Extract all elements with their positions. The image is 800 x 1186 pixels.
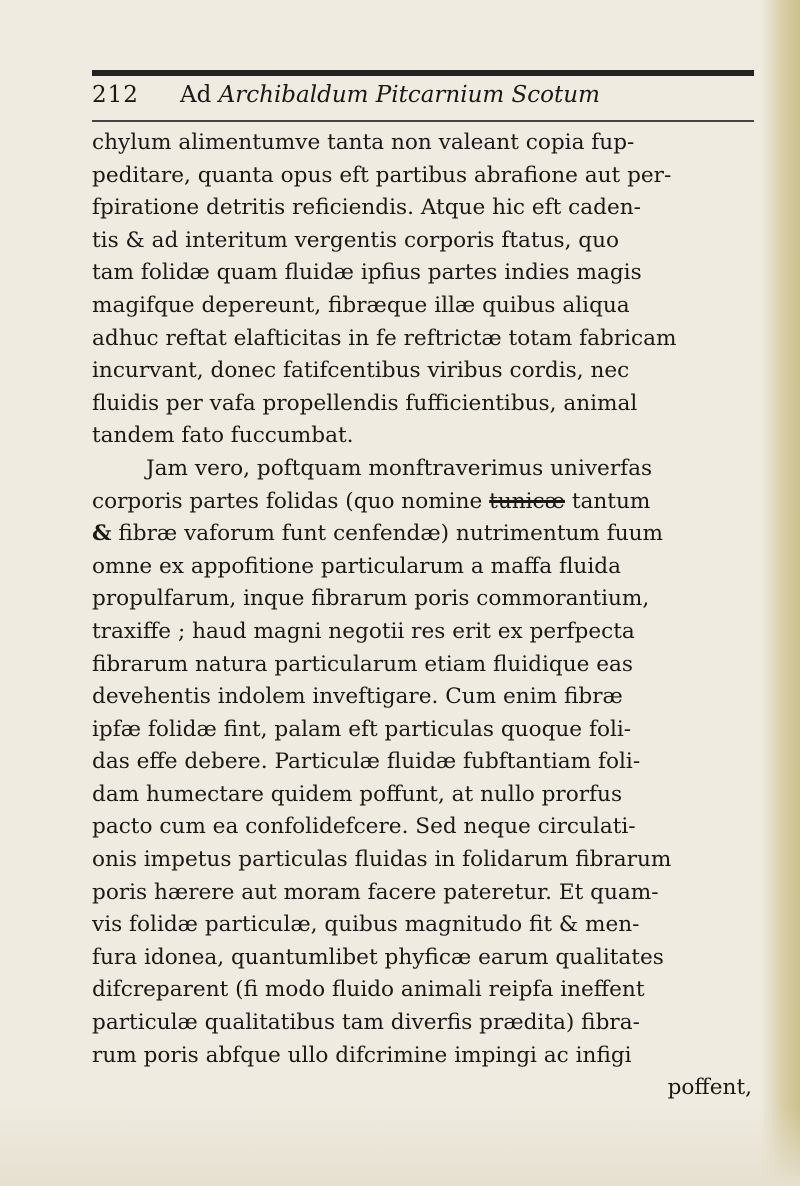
text-line: fibrarum natura particularum etiam fluidique eas: [92, 651, 634, 677]
text-line: fpiratione detritis reficiendis. Atque hic eft caden-: [92, 195, 641, 221]
text-line: magifque depereunt, fibræque illæ quibus aliqua: [92, 292, 630, 318]
text-line: propulfarum, inque fibrarum poris commorantium,: [92, 586, 650, 612]
text-line: rum poris abfque ullo difcrimine impingi ac infigi: [92, 1042, 632, 1068]
text-line: chylum alimentumve tanta non valeant copia fup-: [92, 130, 635, 155]
running-title: [180, 82, 600, 108]
text-line: incurvant, donec fatifcentibus viribus cordis, nec: [92, 358, 630, 384]
text-line: pacto cum ea confolidefcere. Sed neque circulati-: [92, 814, 636, 840]
catchword: poffent,: [667, 1075, 752, 1101]
header-rule-thin: [92, 120, 754, 122]
text-line: onis impetus particulas fluidas in folidarum fibrarum: [92, 847, 672, 873]
text-line: poris hærere aut moram facere pateretur. Et quam-: [92, 879, 659, 905]
text-segment: fibræ vaforum funt cenfendæ) nutrimentum fuum: [118, 521, 664, 547]
page-number: 212: [92, 82, 139, 108]
running-title-name: Archibaldum Pitcarnium Scotum: [218, 82, 600, 108]
text-line: peditare, quanta opus eft partibus abrafione aut per-: [92, 162, 672, 188]
text-segment: tantum: [571, 488, 651, 514]
text-line: traxiffe ; haud magni negotii res erit ex perfpecta: [92, 618, 635, 644]
text-line: das effe debere. Particulæ fluidæ fubftantiam foli-: [92, 749, 641, 775]
text-line: adhuc reftat elafticitas in fe reftrictæ totam fabricam: [92, 325, 677, 351]
header-rule-thick: [92, 70, 754, 76]
text-line: tis & ad interitum vergentis corporis ftatus, quo: [92, 227, 620, 253]
text-line: ipfæ folidæ fint, palam eft particulas quoque foli-: [92, 716, 632, 742]
text-line: omne ex appofitione particularum a maffa fluida: [92, 553, 621, 579]
paragraph-start-line: Jam vero, poftquam monftraverimus univerfas: [146, 455, 653, 481]
struck-word: tunicæ: [489, 488, 565, 514]
manuscript-mark: &: [92, 521, 112, 547]
page-edge-shadow: [760, 0, 800, 1186]
text-line-with-correction: [92, 486, 760, 519]
text-line: difcreparent (fi modo fluido animali reipfa ineffent: [92, 977, 645, 1003]
text-line: fura idonea, quantumlibet phyficæ earum qualitates: [92, 944, 664, 970]
text-line: devehentis indolem inveftigare. Cum enim fibræ: [92, 684, 623, 710]
body-text: [92, 127, 760, 1105]
text-line-with-mark: [92, 518, 760, 551]
text-line: dam humectare quidem poffunt, at nullo prorfus: [92, 781, 623, 807]
page-bottom-shadow: [0, 1106, 800, 1186]
text-line: tam folidæ quam fluidæ ipfius partes indies magis: [92, 260, 642, 286]
running-title-prefix: Ad: [180, 82, 212, 108]
text-line: fluidis per vafa propellendis fufficientibus, animal: [92, 390, 638, 416]
text-line: tandem fato fuccumbat.: [92, 423, 354, 449]
text-segment: corporis partes folidas (quo nomine: [92, 488, 483, 514]
text-line: particulæ qualitatibus tam diverfis prædita) fibra-: [92, 1010, 640, 1036]
running-header: [92, 82, 754, 116]
text-line: vis folidæ particulæ, quibus magnitudo fit & men-: [92, 912, 640, 938]
